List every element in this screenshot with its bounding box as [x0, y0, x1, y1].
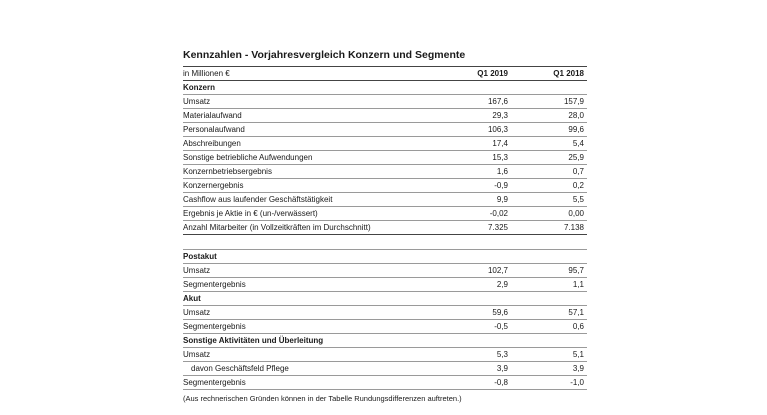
kennzahlen-table [183, 48, 587, 403]
table-row [183, 348, 587, 362]
table-row [183, 151, 587, 165]
value-q1-2018: 0,2 [572, 181, 584, 190]
value-q1-2019: 167,6 [487, 97, 508, 106]
value-q1-2018: 95,7 [568, 266, 584, 275]
value-q1-2018: 0,6 [572, 322, 584, 331]
value-q1-2019: -0,9 [494, 181, 508, 190]
row-label: Umsatz [183, 308, 211, 317]
row-label: Segmentergebnis [183, 322, 246, 331]
value-q1-2018: 3,9 [572, 364, 584, 373]
row-label: Umsatz [183, 266, 211, 275]
unit-label: in Millionen € [183, 69, 230, 78]
section-heading-postakut [183, 250, 587, 264]
section-label: Akut [183, 294, 201, 303]
value-q1-2019: 2,9 [496, 280, 508, 289]
column-header-q1-2018: Q1 2018 [553, 69, 584, 78]
value-q1-2019: 59,6 [492, 308, 508, 317]
value-q1-2019: 15,3 [492, 153, 508, 162]
value-q1-2018: 57,1 [568, 308, 584, 317]
value-q1-2019: 5,3 [496, 350, 508, 359]
value-q1-2019: -0,5 [494, 322, 508, 331]
table-row [183, 264, 587, 278]
row-label: Personalaufwand [183, 125, 245, 134]
value-q1-2018: 5,1 [572, 350, 584, 359]
section-label: Konzern [183, 83, 215, 92]
column-header-q1-2019: Q1 2019 [477, 69, 508, 78]
value-q1-2018: 0,00 [568, 209, 584, 218]
row-label: Abschreibungen [183, 139, 241, 148]
value-q1-2019: -0,02 [489, 209, 508, 218]
value-q1-2018: 5,5 [572, 195, 584, 204]
row-label: Umsatz [183, 350, 211, 359]
section-heading-akut [183, 292, 587, 306]
table-row [183, 193, 587, 207]
table-row [183, 123, 587, 137]
value-q1-2018: -1,0 [570, 378, 584, 387]
table-row [183, 95, 587, 109]
row-label: Cashflow aus laufender Geschäftstätigkeit [183, 195, 333, 204]
section-heading-konzern [183, 81, 587, 95]
value-q1-2018: 0,7 [572, 167, 584, 176]
value-q1-2019: 9,9 [496, 195, 508, 204]
table-row [183, 179, 587, 193]
table-row [183, 165, 587, 179]
value-q1-2019: -0,8 [494, 378, 508, 387]
table-row [183, 362, 587, 376]
value-q1-2019: 17,4 [492, 139, 508, 148]
row-label: Konzernergebnis [183, 181, 244, 190]
value-q1-2018: 28,0 [568, 111, 584, 120]
section-heading-sonstige [183, 334, 587, 348]
table-row [183, 109, 587, 123]
table-row [183, 376, 587, 390]
row-label: Segmentergebnis [183, 280, 246, 289]
section-label: Postakut [183, 252, 217, 261]
section-label: Sonstige Aktivitäten und Überleitung [183, 336, 324, 345]
value-q1-2018: 5,4 [572, 139, 584, 148]
row-label: Anzahl Mitarbeiter (in Vollzeitkräften im Durchschnitt) [183, 223, 371, 232]
row-label: Ergebnis je Aktie in € (un-/verwässert) [183, 209, 318, 218]
table-row [183, 306, 587, 320]
value-q1-2018: 157,9 [563, 97, 584, 106]
row-label: Umsatz [183, 97, 211, 106]
value-q1-2018: 7.138 [563, 223, 584, 232]
table-header [183, 66, 587, 81]
value-q1-2019: 102,7 [487, 266, 508, 275]
table-row [183, 221, 587, 235]
value-q1-2019: 7.325 [487, 223, 508, 232]
table-row [183, 137, 587, 151]
row-label: davon Geschäftsfeld Pflege [191, 364, 289, 373]
table-row [183, 207, 587, 221]
row-label: Segmentergebnis [183, 378, 246, 387]
table-row [183, 320, 587, 334]
value-q1-2019: 1,6 [496, 167, 508, 176]
value-q1-2018: 99,6 [568, 125, 584, 134]
value-q1-2019: 29,3 [492, 111, 508, 120]
footnote: (Aus rechnerischen Gründen können in der Tabelle Rundungsdifferenzen auftreten.) [183, 394, 462, 403]
table-row [183, 278, 587, 292]
table-title: Kennzahlen - Vorjahresvergleich Konzern und Segmente [183, 49, 466, 61]
value-q1-2018: 25,9 [568, 153, 584, 162]
section-spacer [183, 235, 587, 250]
row-label: Materialaufwand [183, 111, 242, 120]
value-q1-2018: 1,1 [572, 280, 584, 289]
row-label: Konzernbetriebsergebnis [183, 167, 272, 176]
value-q1-2019: 106,3 [487, 125, 508, 134]
row-label: Sonstige betriebliche Aufwendungen [183, 153, 313, 162]
value-q1-2019: 3,9 [496, 364, 508, 373]
